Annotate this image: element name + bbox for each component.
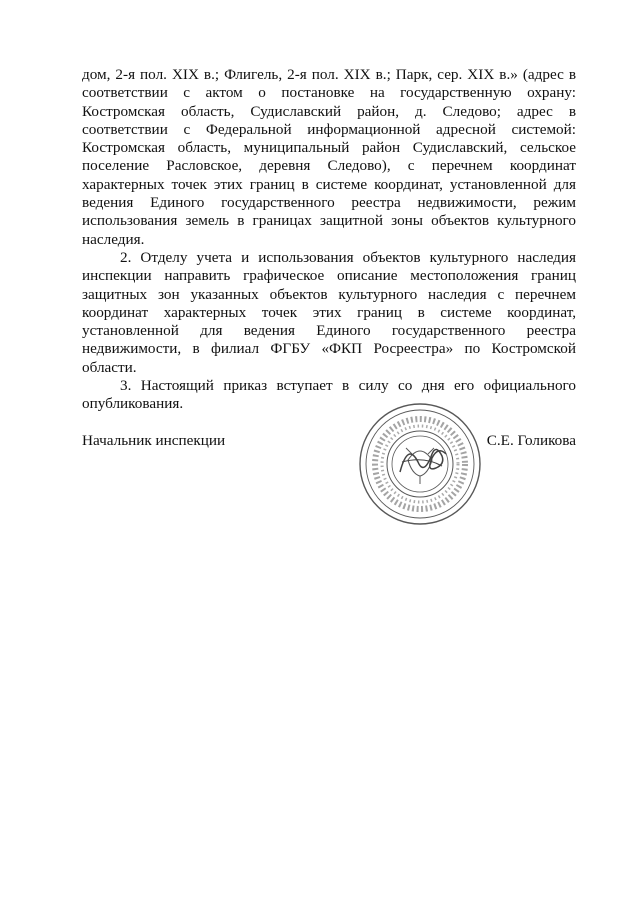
signatory-title: Начальник инспекции (82, 432, 226, 449)
paragraph-address: дом, 2-я пол. XIX в.; Флигель, 2-я пол. XIX в.; Парк, сер. XIX в.» (адрес в соответствии с актом о постановке на государственную охрану: Костромская область, Судиславский район, д. Следово; адрес в соответствии с Федеральной информационной адресной системой: Костромская область, муниципальный район Судиславский, сельское поселение Расловское, деревня Следово), с перечнем координат характерных точек этих границ в системе координат, установленной для ведения Единого государственного реестра недвижимости, режим использования земель в границах защитной зоны объектов культурного наследия. (82, 66, 576, 248)
document-body (82, 66, 576, 414)
signature-block (82, 432, 576, 532)
signatory-name: С.Е. Голикова (486, 432, 576, 449)
official-seal-stamp (350, 402, 490, 532)
paragraph-item-2: 2. Отделу учета и использования объектов культурного наследия инспекции направить графическое описание местоположения границ защитных зон указанных объектов культурного наследия с перечнем координат характерных точек этих границ в системе координат, установленной для ведения Единого государственного реестра недвижимости, в филиал ФГБУ «ФКП Росреестра» по Костромской области. (82, 248, 576, 376)
paragraph-item-3: 3. Настоящий приказ вступает в силу со дня его официального опубликования. (82, 377, 576, 413)
